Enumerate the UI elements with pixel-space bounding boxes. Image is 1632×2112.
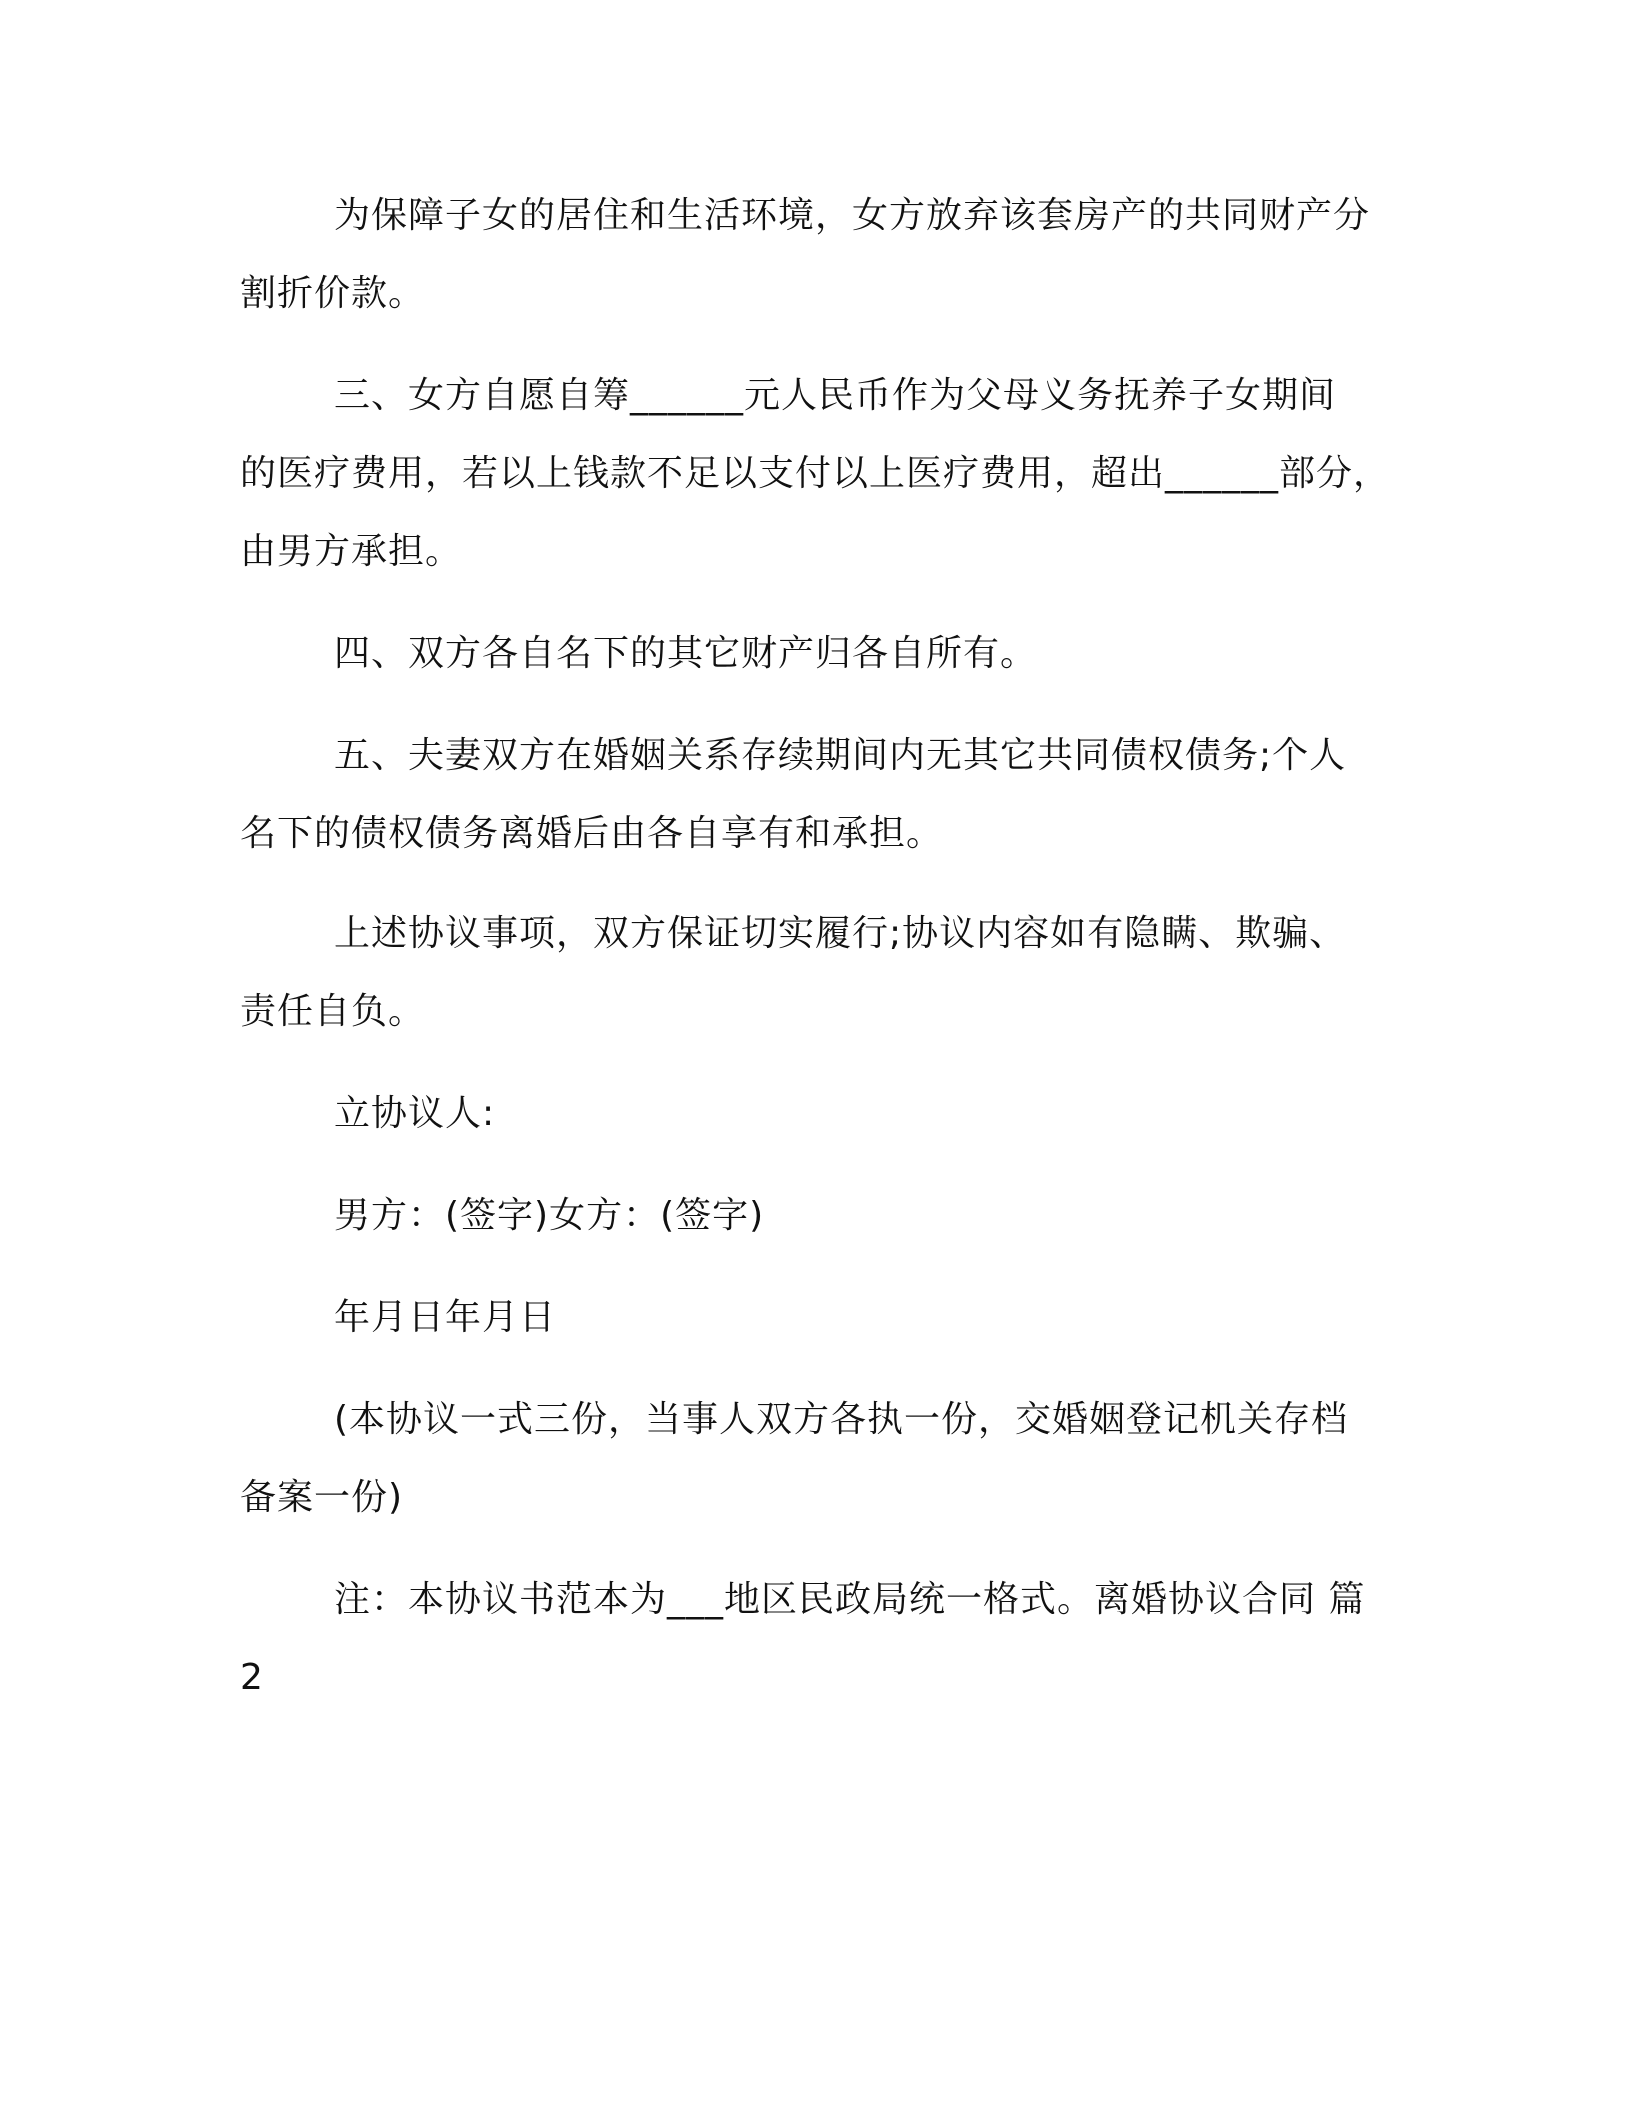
paragraph-1-line-1: 为保障子女的居住和生活环境，女方放弃该套房产的共同财产分 (334, 195, 1371, 236)
paragraph-3-line-1: 四、双方各自名下的其它财产归各自所有。 (334, 633, 1038, 674)
paragraph-5-line-1: 上述协议事项，双方保证切实履行;协议内容如有隐瞒、欺骗、 (334, 913, 1347, 954)
footnote-line-2: 2 (240, 1657, 264, 1698)
signatories-heading: 立协议人: (334, 1093, 496, 1134)
paragraph-2-line-3: 由男方承担。 (240, 531, 463, 572)
footnote-line-1: 注：本协议书范本为___地区民政局统一格式。离婚协议合同 篇 (334, 1579, 1366, 1620)
paragraph-4-line-1: 五、夫妻双方在婚姻关系存续期间内无其它共同债权债务;个人 (334, 735, 1347, 776)
paragraph-4-line-2: 名下的债权债务离婚后由各自享有和承担。 (240, 813, 944, 854)
signature-line: 男方：(签字)女方：(签字) (334, 1195, 765, 1236)
paragraph-2-line-1: 三、女方自愿自筹______元人民币作为父母义务抚养子女期间 (334, 375, 1337, 416)
copies-note-line-2: 备案一份) (240, 1477, 404, 1518)
paragraph-2-line-2: 的医疗费用，若以上钱款不足以支付以上医疗费用，超出______部分， (240, 453, 1391, 494)
date-line: 年月日年月日 (334, 1297, 557, 1338)
paragraph-1-line-2: 割折价款。 (240, 273, 426, 314)
paragraph-5-line-2: 责任自负。 (240, 991, 426, 1032)
copies-note-line-1: (本协议一式三份，当事人双方各执一份，交婚姻登记机关存档 (334, 1399, 1349, 1440)
